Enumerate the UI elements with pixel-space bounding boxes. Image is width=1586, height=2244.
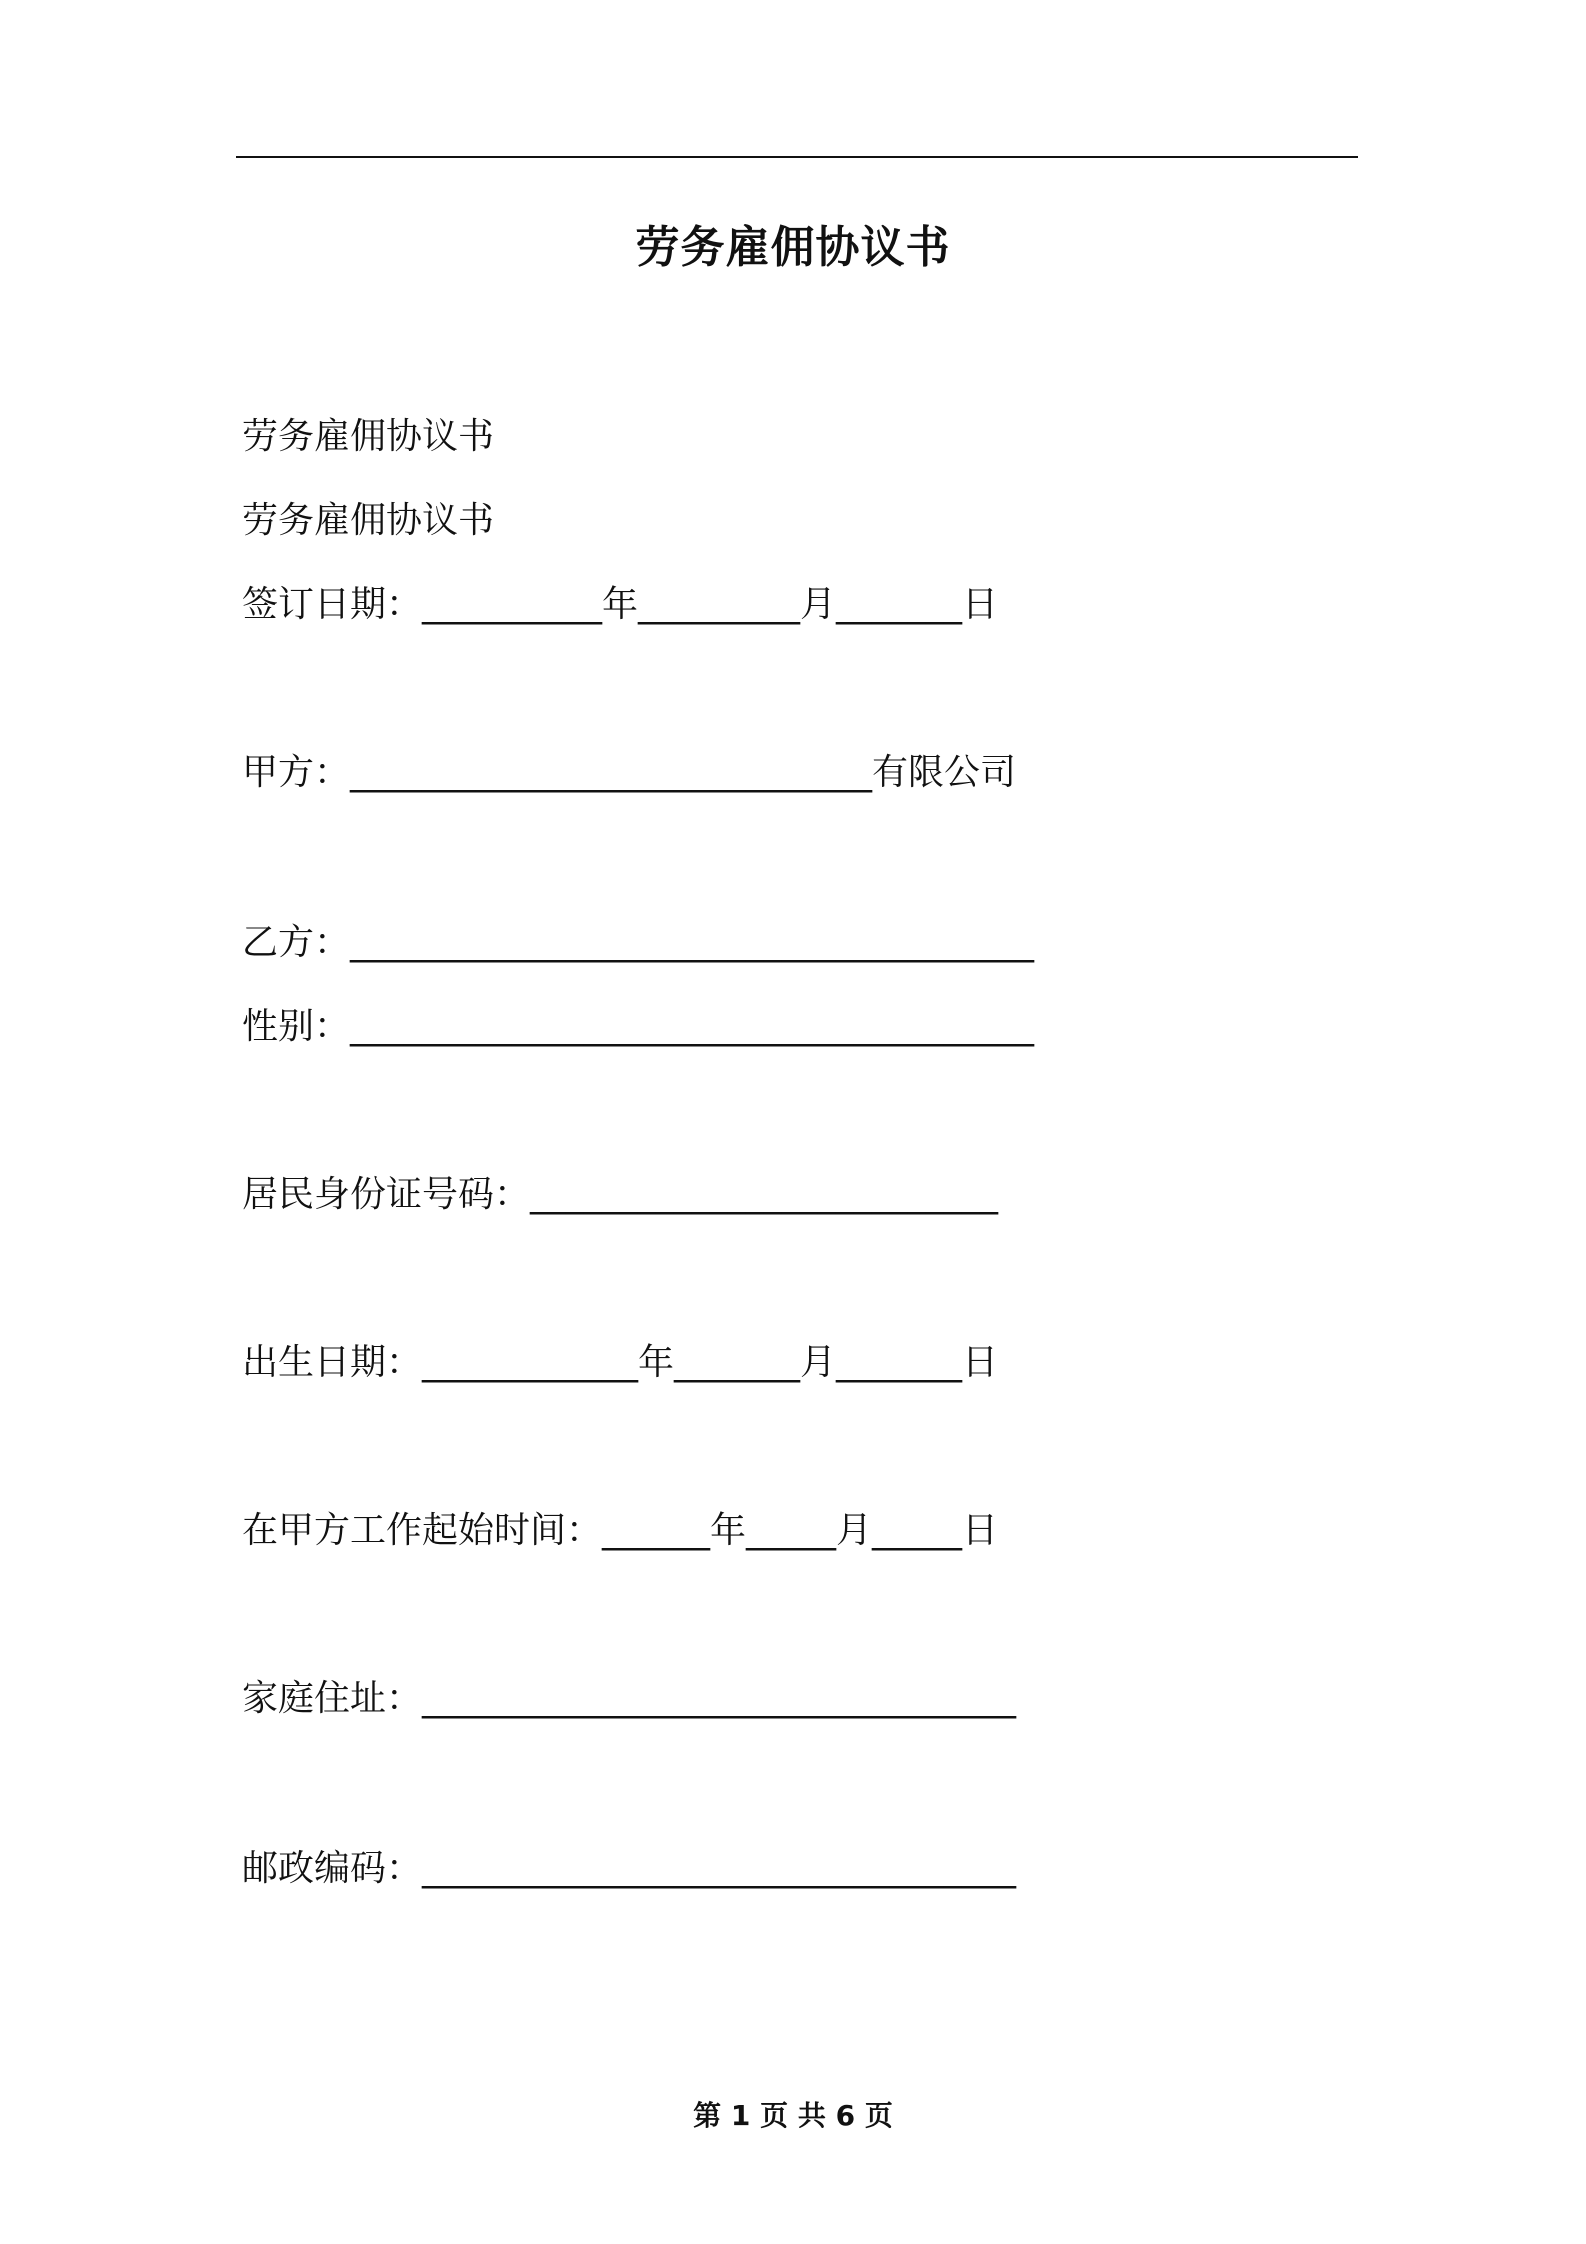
- party-a-field: 甲方：_____________________________有限公司: [242, 752, 1017, 793]
- document-title: 劳务雇佣协议书: [635, 222, 951, 273]
- signing-date-field: 签订日期：__________年_________月_______日: [242, 584, 999, 625]
- home-address-field: 家庭住址：_________________________________: [242, 1678, 1017, 1719]
- gender-field: 性别：______________________________________: [242, 1006, 1035, 1047]
- party-b-field: 乙方：______________________________________: [242, 922, 1035, 963]
- subtitle-line-1: 劳务雇佣协议书: [242, 416, 495, 457]
- subtitle-line-2: 劳务雇佣协议书: [242, 500, 495, 541]
- work-start-date-field: 在甲方工作起始时间：______年_____月_____日: [242, 1510, 999, 1551]
- page-number: 第 1 页 共 6 页: [693, 2099, 893, 2132]
- header-rule: [236, 156, 1358, 158]
- id-number-field: 居民身份证号码：__________________________: [242, 1174, 999, 1215]
- postal-code-field: 邮政编码：_________________________________: [242, 1848, 1017, 1889]
- birth-date-field: 出生日期：____________年_______月_______日: [242, 1342, 999, 1383]
